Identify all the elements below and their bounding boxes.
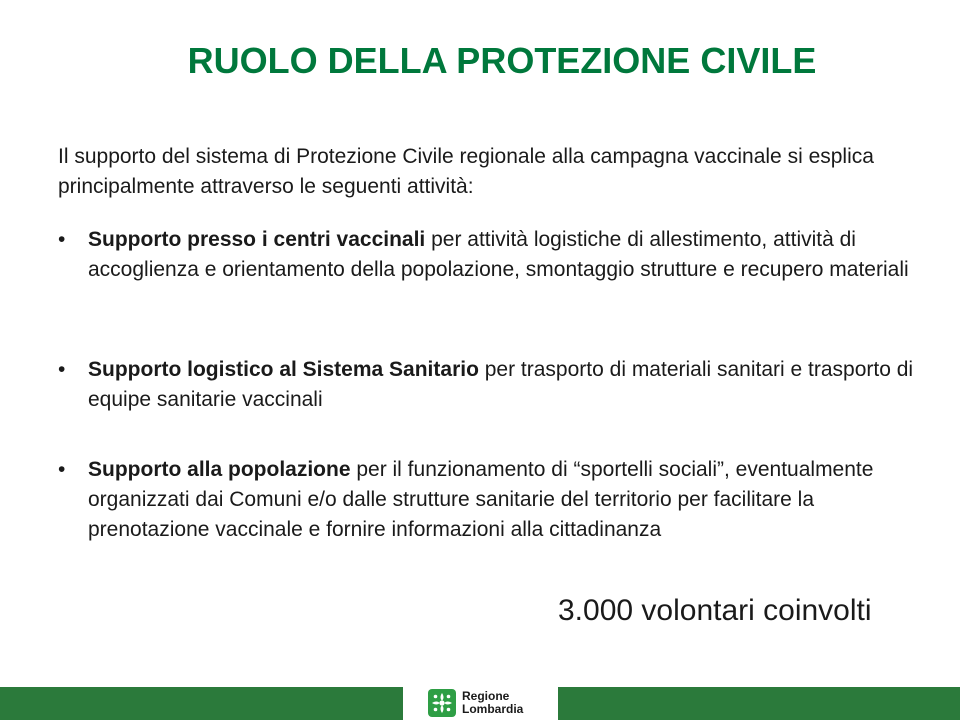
- bullet-heading: Supporto alla popolazione: [88, 458, 351, 481]
- bullet-description: per il funzionamento di “sportelli sociali”, eventualmente organizzati dai Comuni e/o dalle strutture sanitarie del territorio per facilitare la prenotazione vaccinale e fornire informazioni alla cittadinanza: [88, 458, 874, 541]
- bullet-icon: •: [58, 458, 66, 481]
- bullet-heading: Supporto logistico al Sistema Sanitario: [88, 358, 479, 381]
- intro-paragraph: Il supporto del sistema di Protezione Civile regionale alla campagna vaccinale si esplica principalmente attraverso le seguenti attività:: [58, 145, 874, 198]
- regione-lombardia-logo: [428, 686, 548, 720]
- bullet-text: [88, 355, 938, 415]
- bullet-text: [88, 225, 938, 285]
- logo-line-regione: Regione: [462, 689, 510, 703]
- volunteers-count: 3.000 volontari coinvolti: [558, 594, 872, 627]
- logo-text: [462, 690, 523, 716]
- bullet-heading: Supporto presso i centri vaccinali: [88, 228, 426, 251]
- bullet-description: per trasporto di materiali sanitari e trasporto di equipe sanitarie vaccinali: [88, 358, 914, 411]
- bullet-text: [88, 455, 938, 545]
- bullet-description: per attività logistiche di allestimento, attività di accoglienza e orientamento della popolazione, smontaggio strutture e recupero materiali: [88, 228, 909, 281]
- slide-title: RUOLO DELLA PROTEZIONE CIVILE: [187, 40, 817, 81]
- bullet-icon: •: [58, 228, 66, 251]
- logo-line-lombardia: Lombardia: [462, 702, 524, 716]
- rosa-camuna-icon: [428, 689, 456, 717]
- footer-bar-right: [558, 687, 960, 720]
- bullet-icon: •: [58, 358, 66, 381]
- footer-bar-left: [0, 687, 403, 720]
